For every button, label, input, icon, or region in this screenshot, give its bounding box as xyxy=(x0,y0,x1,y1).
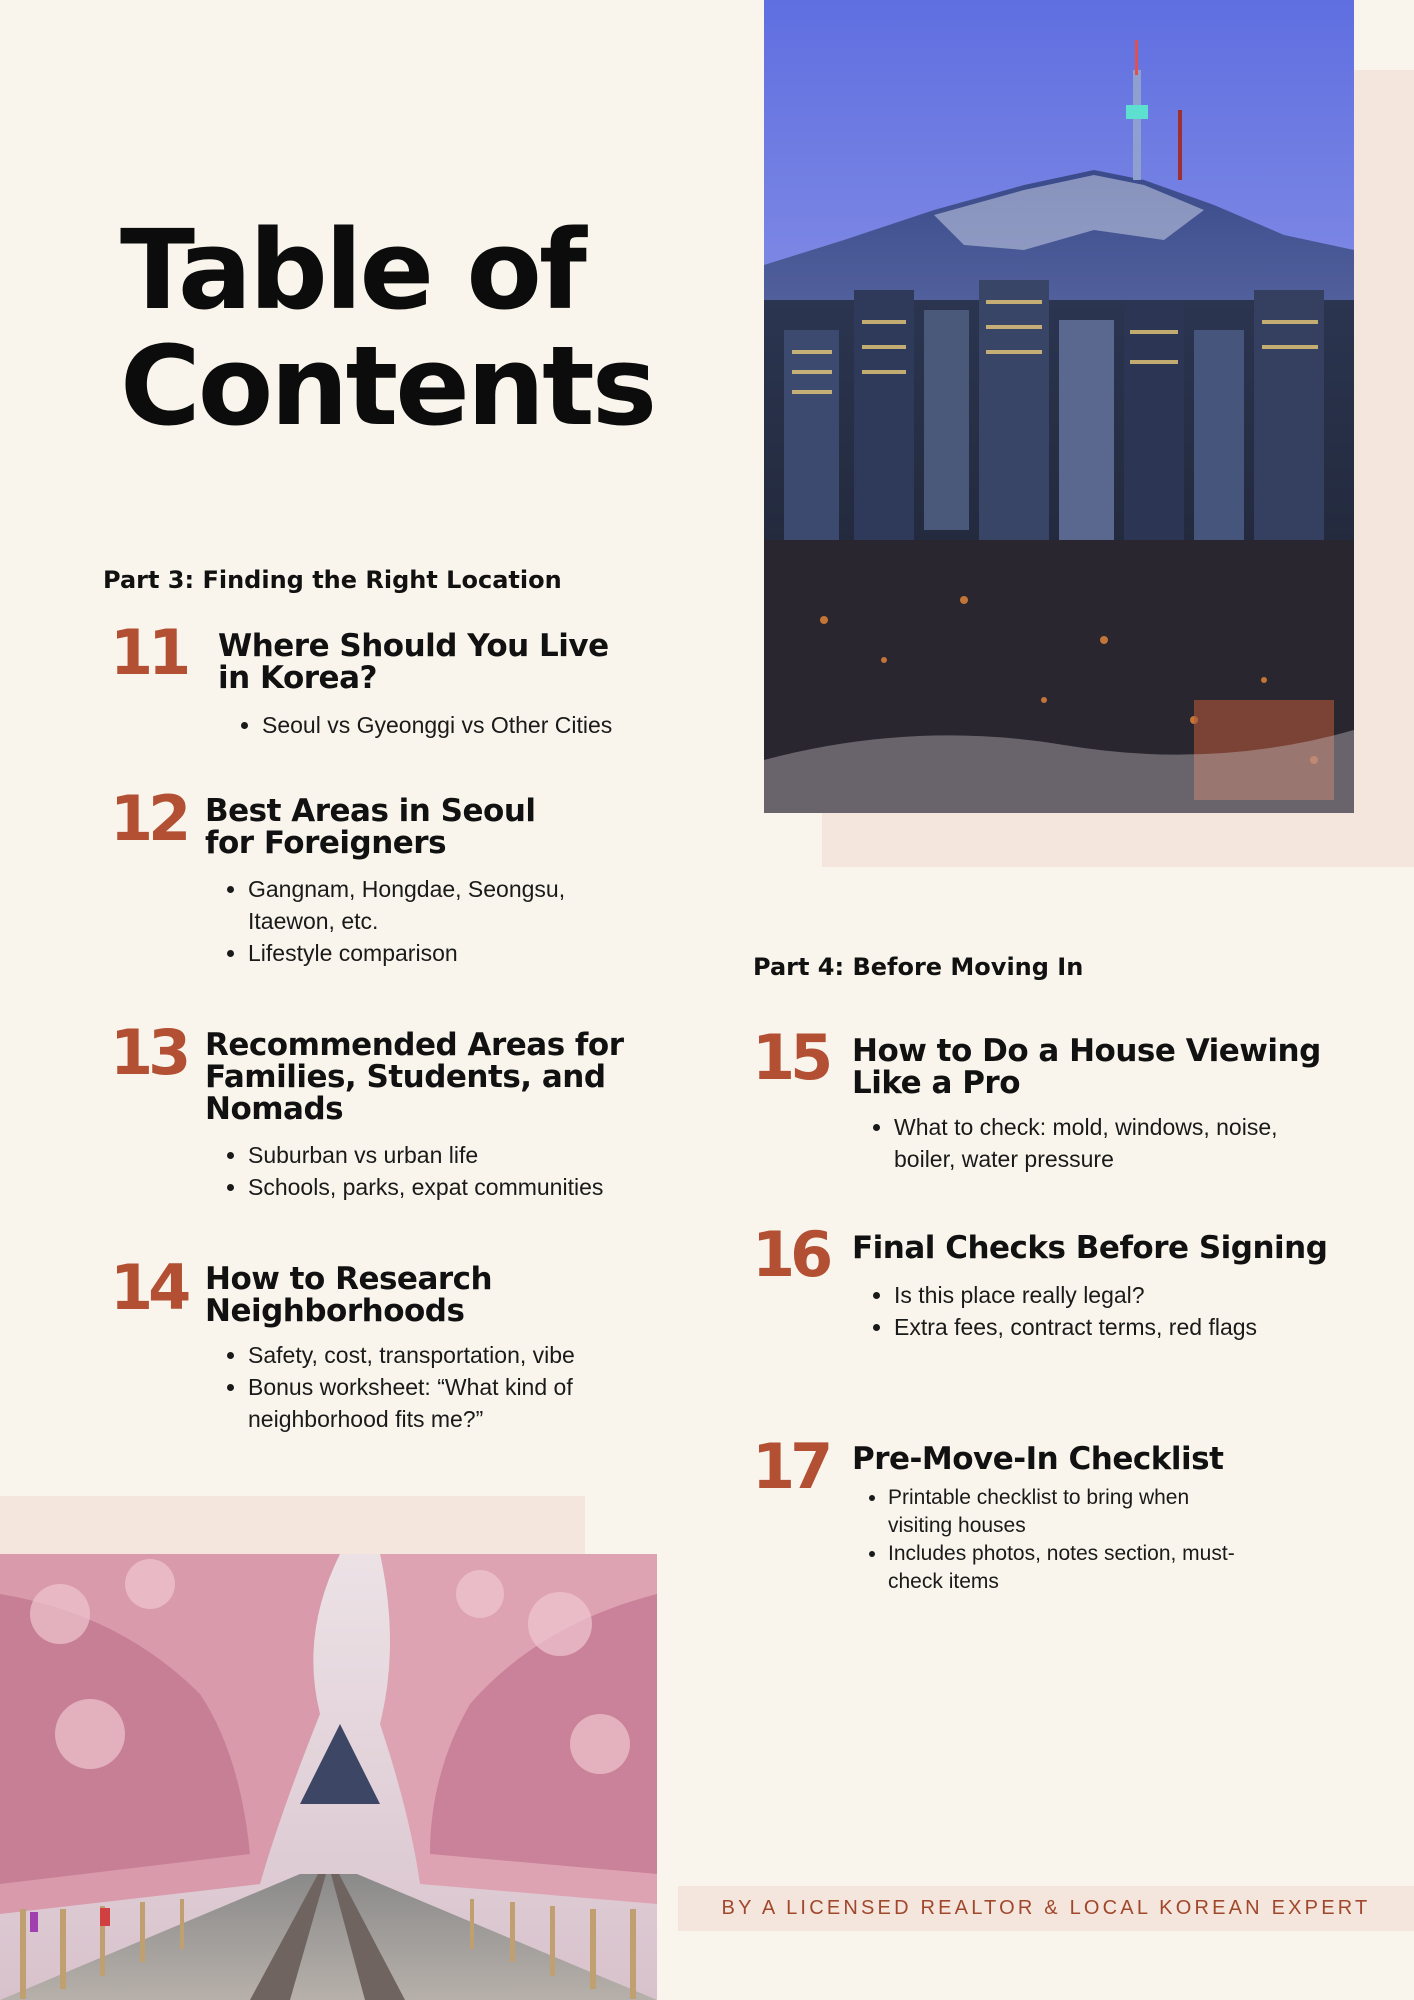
list-item: • Schools, parks, expat communities xyxy=(248,1171,603,1203)
chapter-12-bullets xyxy=(218,873,565,969)
chapter-11-number: 11 xyxy=(110,616,187,689)
list-item: • Is this place really legal? xyxy=(894,1279,1257,1311)
list-item: • Safety, cost, transportation, vibe xyxy=(248,1339,575,1371)
footer-banner xyxy=(678,1886,1414,1931)
list-item: • Bonus worksheet: “What kind of neighborhood fits me?” xyxy=(248,1371,575,1435)
chapter-14-bullets xyxy=(218,1339,575,1435)
list-item: • What to check: mold, windows, noise, boiler, water pressure xyxy=(894,1111,1278,1175)
chapter-15-number: 15 xyxy=(752,1021,829,1094)
chapter-17-bullets xyxy=(858,1484,1235,1596)
chapter-11-title: Where Should You Live in Korea? xyxy=(218,628,609,696)
list-item: • Lifestyle comparison xyxy=(248,937,565,969)
cherry-blossom-railway-photo xyxy=(0,1554,657,2000)
chapter-13-number: 13 xyxy=(110,1016,187,1089)
list-item: • Suburban vs urban life xyxy=(248,1139,603,1171)
chapter-13-bullets xyxy=(218,1139,603,1203)
chapter-16-title: Final Checks Before Signing xyxy=(852,1230,1328,1266)
footer-text: BY A LICENSED REALTOR & LOCAL KOREAN EXPERT xyxy=(721,1897,1371,1919)
list-item: • Includes photos, notes section, must- check items xyxy=(888,1540,1235,1596)
chapter-17-number: 17 xyxy=(752,1430,829,1503)
list-item: • Printable checklist to bring when visiting houses xyxy=(888,1484,1235,1540)
chapter-16-number: 16 xyxy=(752,1218,829,1291)
chapter-12-number: 12 xyxy=(110,782,187,855)
list-item: • Gangnam, Hongdae, Seongsu, Itaewon, etc. xyxy=(248,873,565,937)
chapter-13-title: Recommended Areas for Families, Students, and Nomads xyxy=(205,1027,624,1127)
part-3-heading: Part 3: Finding the Right Location xyxy=(103,566,562,594)
list-item: • Extra fees, contract terms, red flags xyxy=(894,1311,1257,1343)
page-title: Table of Contents xyxy=(120,206,655,450)
chapter-14-number: 14 xyxy=(110,1251,187,1324)
chapter-14-title: How to Research Neighborhoods xyxy=(205,1261,493,1329)
chapter-11-bullets xyxy=(232,709,612,741)
chapter-15-title: How to Do a House Viewing Like a Pro xyxy=(852,1033,1321,1101)
chapter-17-title: Pre-Move-In Checklist xyxy=(852,1441,1224,1477)
decorative-panel-bottom xyxy=(0,1496,585,1554)
chapter-12-title: Best Areas in Seoul for Foreigners xyxy=(205,793,536,861)
part-4-heading: Part 4: Before Moving In xyxy=(753,953,1084,981)
seoul-cityscape-photo xyxy=(764,0,1354,813)
chapter-16-bullets xyxy=(864,1279,1257,1343)
chapter-15-bullets xyxy=(864,1111,1278,1175)
list-item: • Seoul vs Gyeonggi vs Other Cities xyxy=(262,709,612,741)
